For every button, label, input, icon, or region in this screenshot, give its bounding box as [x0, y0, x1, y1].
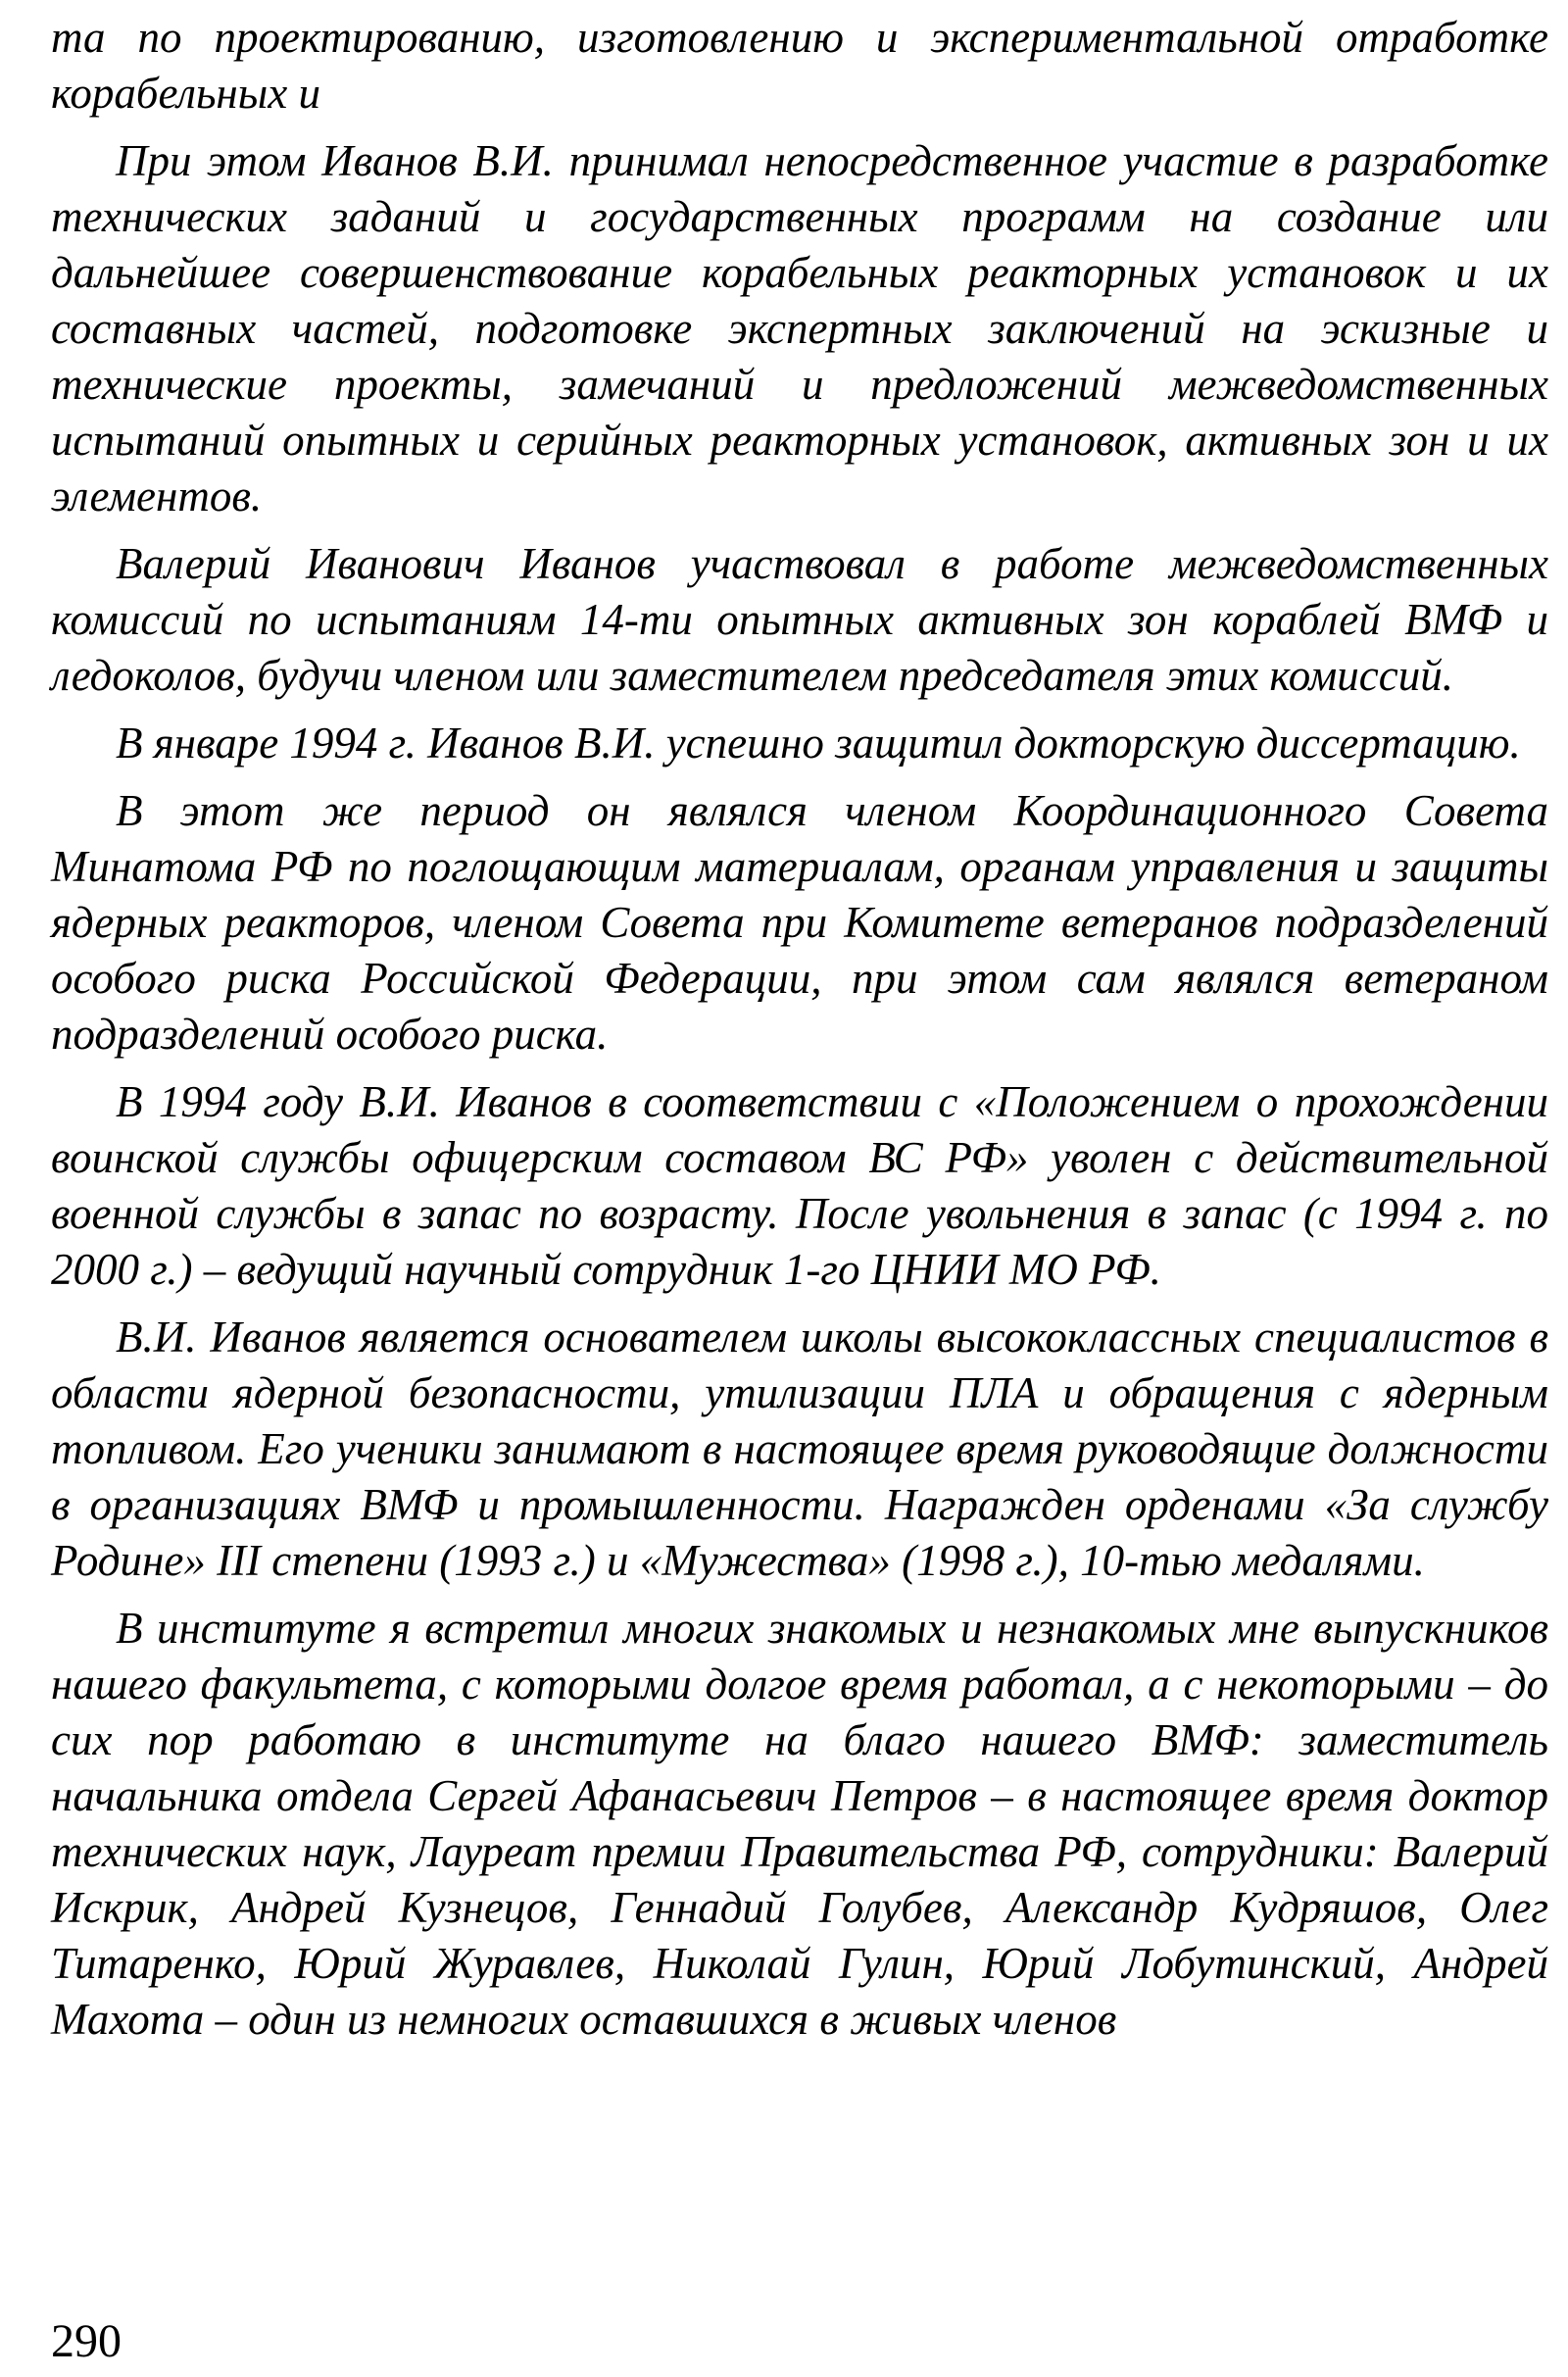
paragraph-3: Валерий Иванович Иванов участвовал в работе межведомственных комиссий по испытаниям 14-ти опытных активных зон кораблей ВМФ и ледоколов, будучи членом или заместителем председателя этих комиссий. — [51, 539, 1548, 700]
paragraph-7: В.И. Иванов является основателем школы высококлассных специалистов в области ядерной безопасности, утилизации ПЛА и обращения с ядерным топливом. Его ученики занимают в настоящее время руководящие должности в организациях ВМФ и промышленности. Награжден орденами «За службу Родине» III степени (1993 г.) и «Мужества» (1998 г.), 10-тью медалями. — [51, 1312, 1548, 1585]
paragraph-5: В этот же период он являлся членом Координационного Совета Минатома РФ по поглощающим материалам, органам управления и защиты ядерных реакторов, членом Совета при Комитете ветеранов подразделений особого риска Российской Федерации, при этом сам являлся ветераном подразделений особого риска. — [51, 786, 1548, 1059]
paragraph-4: В январе 1994 г. Иванов В.И. успешно защитил докторскую диссертацию. — [116, 718, 1521, 768]
paragraph-6: В 1994 году В.И. Иванов в соответствии с «Положением о прохождении воинской службы офицерским составом ВС РФ» уволен с действительной военной службы в запас по возрасту. После увольнения в запас (с 1994 г. по 2000 г.) – ведущий научный сотрудник 1-го ЦНИИ МО РФ. — [51, 1077, 1548, 1294]
book-page — [51, 10, 1548, 2367]
page-number: 290 — [51, 2315, 122, 2367]
paragraph-1: та по проектированию, изготовлению и экспериментальной отработке корабельных и — [51, 13, 1548, 118]
paragraph-8: В институте я встретил многих знакомых и незнакомых мне выпускников нашего факультета, с которыми долгое время работал, а с некоторыми – до сих пор работаю в институте на благо нашего ВМФ: заместитель начальника отдела Сергей Афанасьевич Петров – в настоящее время доктор технических наук, Лауреат премии Правительства РФ, сотрудники: Валерий Искрик, Андрей Кузнецов, Геннадий Голубев, Александр Кудряшов, Олег Титаренко, Юрий Журавлев, Николай Гулин, Юрий Лобутинский, Андрей Махота – один из немногих оставшихся в живых членов — [51, 1604, 1548, 2044]
paragraph-2: При этом Иванов В.И. принимал непосредственное участие в разработке технических заданий и государственных программ на создание или дальнейшее совершенствование корабельных реакторных установок и их составных частей, подготовке экспертных заключений на эскизные и технические проекты, замечаний и предложений межведомственных испытаний опытных и серийных реакторных установок, активных зон и их элементов. — [51, 136, 1548, 520]
